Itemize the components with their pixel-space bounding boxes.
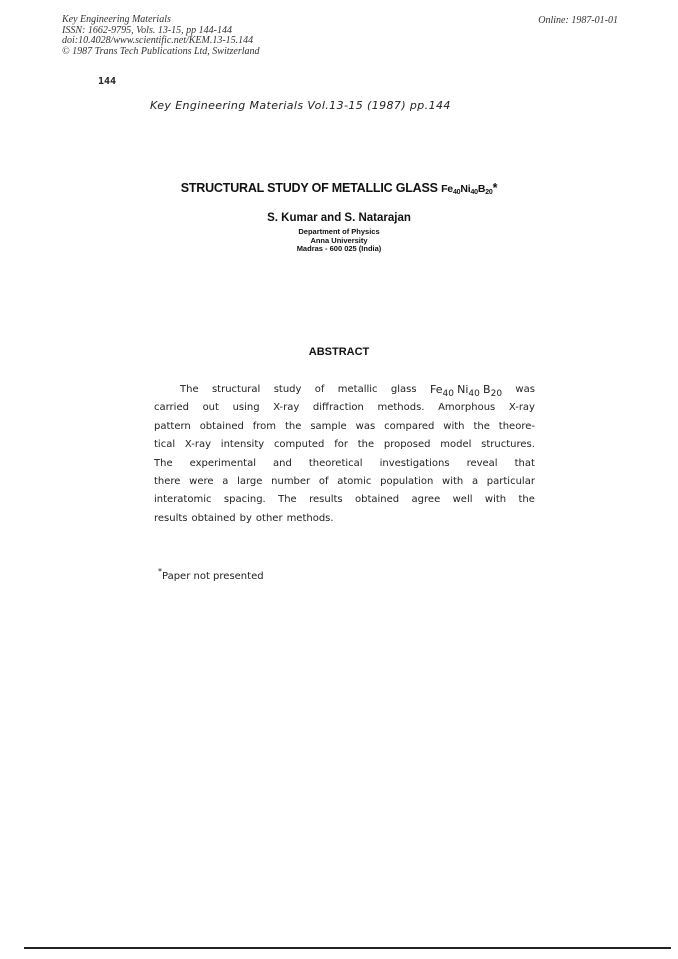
abstract-word: results [309,494,343,506]
abstract-word: with [443,420,465,432]
meta-journal: Key Engineering Materials [62,14,171,25]
abstract-word: compared [384,420,435,432]
abstract-word: theoretical [308,457,363,469]
abstract-word: The [154,457,173,469]
abstract-word: results [154,512,188,524]
abstract-word: X-ray [508,402,535,414]
abstract-word: obtained [191,512,236,524]
affiliation-university: Anna University [310,235,368,245]
abstract-word: with [484,494,507,506]
abstract-word: methods. [286,512,334,524]
title-text: STRUCTURAL STUDY OF METALLIC GLASS [180,181,438,195]
journal-citation-line: Key Engineering Materials Vol.13-15 (1987) pp.144 [150,99,451,112]
affiliation-city: Madras - 600 025 (India) [296,244,382,254]
title-footnote-mark: * [492,181,498,195]
abstract-word: other [255,512,283,524]
abstract-word: experimental [189,457,256,469]
abstract-word: proposed [383,439,431,451]
abstract-word: study [273,384,302,395]
abstract-word: pattern [154,420,191,432]
abstract-word: out [202,402,219,414]
abstract-word: were [189,475,214,487]
footnote [158,567,264,582]
abstract-word: particular [486,475,535,487]
abstract-word: glass [390,384,417,395]
abstract-line [154,381,535,399]
paper-title [0,181,678,196]
meta-issn: ISSN: 1662-9795, Vols. 13-15, pp 144-144 [62,24,232,36]
publication-metadata [62,15,260,57]
abstract-line [154,436,535,454]
abstract-word: a [471,475,479,487]
abstract-word: that [514,457,535,469]
affiliation-department: Department of Physics [298,227,380,236]
abstract-word: of [314,384,325,395]
abstract-word: structures. [481,439,535,451]
abstract-word: The [180,384,199,395]
meta-copyright: © 1987 Trans Tech Publications Ltd, Switzerland [62,45,260,57]
abstract-word: methods. [377,402,425,414]
abstract-word: there [154,475,181,487]
abstract-word: was [355,420,376,432]
abstract-word: tical [154,439,176,451]
abstract-line [154,399,535,417]
abstract-body [154,381,535,528]
affiliation [0,228,678,254]
abstract-word: from [252,420,277,432]
abstract-word: X-ray [184,439,212,451]
abstract-word: model [440,439,472,451]
abstract-word: obtained [355,494,400,506]
bottom-rule [24,947,671,949]
abstract-word: the [357,439,375,451]
abstract-word: well [452,494,473,506]
abstract-word: reveal [466,457,498,469]
abstract-word: interatomic [154,494,212,506]
abstract-word: investigations [379,457,450,469]
abstract-word: intensity [220,439,265,451]
abstract-line [154,473,535,491]
abstract-line [154,418,535,436]
abstract-word: and [273,457,292,469]
abstract-word: a [222,475,229,487]
abstract-word: the [518,494,535,506]
page-number: 144 [98,76,117,87]
abstract-word: was [515,384,535,395]
abstract-word: number [271,475,311,487]
abstract-word: atomic [337,475,372,487]
abstract-heading: ABSTRACT [308,346,370,358]
abstract-word: structural [211,384,261,395]
abstract-word: by [239,512,252,524]
abstract-word: The [278,494,297,506]
abstract-formula: Fe40 Ni40 B20 [429,383,503,399]
abstract-line [154,491,535,509]
footnote-mark: * [158,567,162,576]
abstract-word: theore- [498,420,535,432]
abstract-word: diffraction [312,402,364,414]
online-date: Online: 1987-01-01 [538,15,618,26]
abstract-word: the [473,420,490,432]
footnote-text: Paper not presented [162,571,264,582]
abstract-word: spacing. [223,494,266,506]
meta-doi[interactable]: doi:10.4028/www.scientific.net/KEM.13-15.144 [62,35,254,46]
abstract-line [154,455,535,473]
authors: S. Kumar and S. Natarajan [267,212,411,224]
abstract-word: carried [154,402,189,414]
abstract-word: large [237,475,263,487]
abstract-word: population [380,475,434,487]
abstract-word: Amorphous [438,402,496,414]
abstract-word: X-ray [273,402,300,414]
abstract-word: of [318,475,329,487]
abstract-word: agree [411,494,441,506]
abstract-word: for [334,439,348,451]
abstract-word: using [232,402,260,414]
abstract-line [154,510,535,528]
title-formula: $Fe_{40}Ni_{40}B_{20}$ [441,183,493,196]
abstract-word: obtained [199,420,244,432]
abstract-word: sample [310,420,347,432]
abstract-word: with [442,475,464,487]
abstract-word: the [284,420,302,432]
abstract-word: computed [273,439,325,451]
abstract-word: metallic [337,384,378,395]
